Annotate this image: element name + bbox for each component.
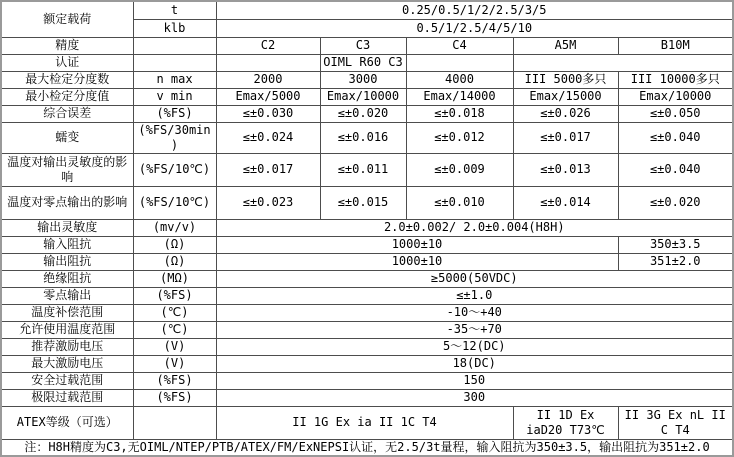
param-value: A5M	[513, 37, 618, 54]
row-accuracy-class	[1, 37, 733, 54]
param-label: 输出灵敏度	[1, 219, 133, 236]
row-insulation-impedance	[1, 270, 733, 287]
param-unit: (%FS/30min)	[133, 122, 216, 153]
param-value: ≤±0.023	[216, 186, 320, 219]
param-unit	[133, 54, 216, 71]
footnote-text: 注：H8H精度为C3,无OIML/NTEP/PTB/ATEX/FM/ExNEPSI认证，无2.5/3t量程，输入阻抗为350±3.5，输出阻抗为351±2.0	[1, 439, 733, 456]
param-value: ≤±0.015	[320, 186, 406, 219]
param-unit: (%FS)	[133, 105, 216, 122]
param-value: 1000±10	[216, 253, 618, 270]
param-label: 最小检定分度值	[1, 88, 133, 105]
param-value: Emax/10000	[320, 88, 406, 105]
param-value: ≤±0.018	[406, 105, 513, 122]
param-value: 150	[216, 372, 733, 389]
param-label: 精度	[1, 37, 133, 54]
param-label: 允许使用温度范围	[1, 321, 133, 338]
param-label: 蠕变	[1, 122, 133, 153]
param-value: 18(DC)	[216, 355, 733, 372]
param-unit: (MΩ)	[133, 270, 216, 287]
param-value: 2.0±0.002/ 2.0±0.004(H8H)	[216, 219, 733, 236]
param-value: Emax/14000	[406, 88, 513, 105]
param-label: 温度补偿范围	[1, 304, 133, 321]
param-value: 350±3.5	[618, 236, 733, 253]
row-combined-error	[1, 105, 733, 122]
param-value: ≤±0.010	[406, 186, 513, 219]
param-label: 极限过载范围	[1, 389, 133, 406]
row-atex-rating	[1, 406, 733, 439]
param-value: ≤±0.030	[216, 105, 320, 122]
param-unit: v min	[133, 88, 216, 105]
param-value: ≤±0.009	[406, 153, 513, 186]
row-recommended-excitation	[1, 338, 733, 355]
param-value: III 10000多只	[618, 71, 733, 88]
row-input-impedance	[1, 236, 733, 253]
param-value: 5～12(DC)	[216, 338, 733, 355]
param-value: ≤±0.012	[406, 122, 513, 153]
param-value: ≤±0.014	[513, 186, 618, 219]
param-value: ≤±0.020	[618, 186, 733, 219]
param-value: C4	[406, 37, 513, 54]
param-label: 最大激励电压	[1, 355, 133, 372]
param-value: 3000	[320, 71, 406, 88]
row-output-impedance	[1, 253, 733, 270]
param-unit: n max	[133, 71, 216, 88]
param-unit: klb	[133, 19, 216, 37]
row-max-excitation	[1, 355, 733, 372]
param-unit: (%FS)	[133, 372, 216, 389]
param-unit: t	[133, 1, 216, 19]
param-value: ≥5000(50VDC)	[216, 270, 733, 287]
row-temp-effect-zero	[1, 186, 733, 219]
param-value	[513, 54, 733, 71]
param-value: II 1D Ex iaD20 T73℃	[513, 406, 618, 439]
param-value: 4000	[406, 71, 513, 88]
param-value: Emax/15000	[513, 88, 618, 105]
param-value: ≤±0.024	[216, 122, 320, 153]
param-value	[216, 54, 320, 71]
param-unit: (Ω)	[133, 253, 216, 270]
row-safe-overload	[1, 372, 733, 389]
row-zero-output	[1, 287, 733, 304]
param-label: ATEX等级（可选）	[1, 406, 133, 439]
row-footnote	[1, 439, 733, 456]
row-n-max	[1, 71, 733, 88]
param-value: ≤±0.026	[513, 105, 618, 122]
param-value: OIML R60 C3	[320, 54, 406, 71]
param-value: ≤±0.016	[320, 122, 406, 153]
param-label: 综合误差	[1, 105, 133, 122]
row-operating-temp-range	[1, 321, 733, 338]
param-value: III 5000多只	[513, 71, 618, 88]
param-label: 温度对输出灵敏度的影响	[1, 153, 133, 186]
param-value: ≤±0.040	[618, 153, 733, 186]
row-certification	[1, 54, 733, 71]
param-value: ≤±0.017	[216, 153, 320, 186]
param-label: 推荐激励电压	[1, 338, 133, 355]
param-value	[406, 54, 513, 71]
param-value: C3	[320, 37, 406, 54]
param-value: II 1G Ex ia II 1C T4	[216, 406, 513, 439]
param-label: 零点输出	[1, 287, 133, 304]
param-value: ≤±0.013	[513, 153, 618, 186]
param-value: 0.25/0.5/1/2/2.5/3/5	[216, 1, 733, 19]
param-label: 安全过载范围	[1, 372, 133, 389]
param-label: 温度对零点输出的影响	[1, 186, 133, 219]
param-unit	[133, 37, 216, 54]
param-value: B10M	[618, 37, 733, 54]
param-value: 2000	[216, 71, 320, 88]
param-unit: (%FS/10℃)	[133, 153, 216, 186]
param-label: 额定载荷	[1, 1, 133, 37]
param-value: Emax/5000	[216, 88, 320, 105]
param-unit: (℃)	[133, 304, 216, 321]
row-rated-load-t	[1, 1, 733, 19]
param-unit: (V)	[133, 355, 216, 372]
param-label: 输出阻抗	[1, 253, 133, 270]
param-unit: (V)	[133, 338, 216, 355]
param-label: 绝缘阻抗	[1, 270, 133, 287]
param-value: ≤±0.040	[618, 122, 733, 153]
param-value: C2	[216, 37, 320, 54]
row-output-sensitivity	[1, 219, 733, 236]
row-v-min	[1, 88, 733, 105]
param-value: 0.5/1/2.5/4/5/10	[216, 19, 733, 37]
param-value: ≤±0.050	[618, 105, 733, 122]
param-value: 1000±10	[216, 236, 618, 253]
param-label: 认证	[1, 54, 133, 71]
param-unit: (%FS)	[133, 389, 216, 406]
param-value: -10～+40	[216, 304, 733, 321]
param-value: -35～+70	[216, 321, 733, 338]
param-unit: (mv/v)	[133, 219, 216, 236]
param-unit: (%FS)	[133, 287, 216, 304]
param-value: ≤±0.011	[320, 153, 406, 186]
param-label: 最大检定分度数	[1, 71, 133, 88]
param-value: ≤±0.020	[320, 105, 406, 122]
param-unit: (Ω)	[133, 236, 216, 253]
param-unit: (%FS/10℃)	[133, 186, 216, 219]
param-unit: (℃)	[133, 321, 216, 338]
param-unit	[133, 406, 216, 439]
row-temp-effect-sensitivity	[1, 153, 733, 186]
param-value: II 3G Ex nL II C T4	[618, 406, 733, 439]
param-value: 351±2.0	[618, 253, 733, 270]
row-creep	[1, 122, 733, 153]
param-value: ≤±0.017	[513, 122, 618, 153]
row-ultimate-overload	[1, 389, 733, 406]
param-value: ≤±1.0	[216, 287, 733, 304]
param-label: 输入阻抗	[1, 236, 133, 253]
param-value: 300	[216, 389, 733, 406]
param-value: Emax/10000	[618, 88, 733, 105]
row-temp-compensation-range	[1, 304, 733, 321]
